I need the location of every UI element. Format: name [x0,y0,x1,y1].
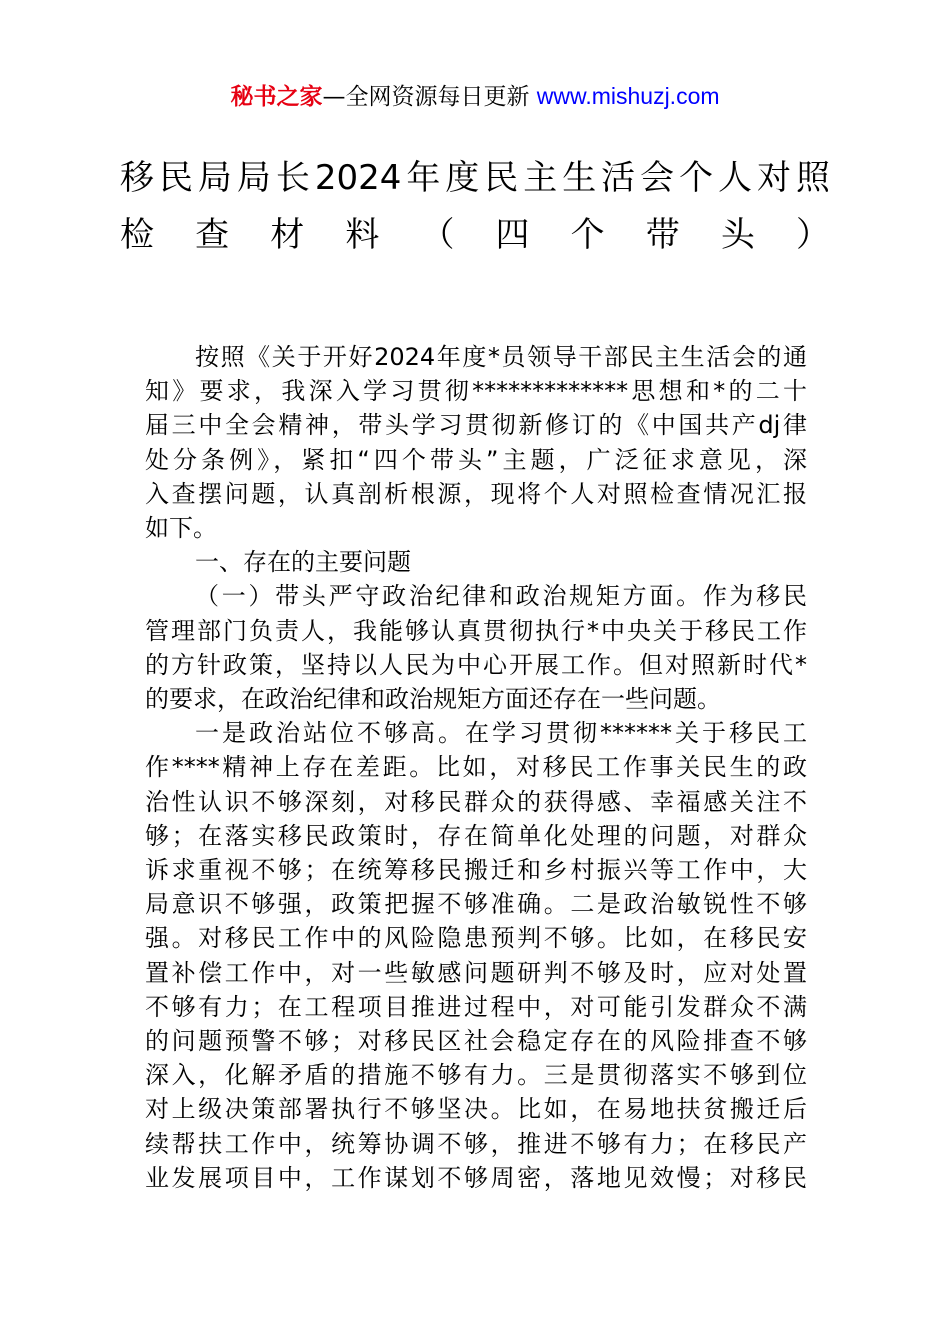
brand-name: 秘书之家 [230,84,323,110]
paragraph-line: 按照《关于开好2024年度*员领导干部民主生活会的通 [195,343,807,371]
paragraph-line: （一）带头严守政治纪律和政治规矩方面。作为移民 [195,582,807,611]
site-url-link[interactable]: www.mishuzj.com [536,83,720,109]
paragraph-line: 的要求，在政治纪律和政治规矩方面还存在一些问题。 [145,685,721,714]
paragraph-line: 局意识不够强，政策把握不够准确。二是政治敏锐性不够 [145,890,807,919]
section-heading: 一、存在的主要问题 [195,548,411,577]
paragraph-line: 置补偿工作中，对一些敏感问题研判不够及时，应对处置 [145,958,807,987]
brand-tagline: —全网资源每日更新 [322,84,537,110]
title-line: 检查材料（四个带头） [120,215,830,255]
site-watermark-header [0,80,950,113]
paragraph-line: 处分条例》，紧扣“四个带头”主题，广泛征求意见，深 [145,445,807,474]
title-line: 移民局局长2024年度民主生活会个人对照 [120,158,830,198]
paragraph-line: 届三中全会精神，带头学习贯彻新修订的《中国共产dj律 [145,411,807,440]
paragraph-line: 深入，化解矛盾的措施不够有力。三是贯彻落实不够到位 [145,1061,807,1090]
paragraph-line: 续帮扶工作中，统筹协调不够，推进不够有力；在移民产 [145,1129,807,1158]
paragraph-line: 够；在落实移民政策时，存在简单化处理的问题，对群众 [145,821,807,850]
paragraph-line: 管理部门负责人，我能够认真贯彻执行*中央关于移民工作 [145,616,807,645]
paragraph-line: 对上级决策部署执行不够坚决。比如，在易地扶贫搬迁后 [145,1095,807,1124]
document-body [145,340,807,1195]
paragraph-line: 强。对移民工作中的风险隐患预判不够。比如，在移民安 [145,924,807,953]
document-title [120,150,830,264]
paragraph-line: 的方针政策，坚持以人民为中心开展工作。但对照新时代* [145,650,807,679]
paragraph-line: 一是政治站位不够高。在学习贯彻******关于移民工 [195,719,807,748]
paragraph-line: 入查摆问题，认真剖析根源，现将个人对照检查情况汇报 [145,479,807,508]
paragraph-line: 知》要求，我深入学习贯彻*************思想和*的二十 [145,377,807,406]
paragraph-line: 业发展项目中，工作谋划不够周密，落地见效慢；对移民 [145,1163,807,1192]
paragraph-line: 不够有力；在工程项目推进过程中，对可能引发群众不满 [145,992,807,1021]
paragraph-line: 的问题预警不够；对移民区社会稳定存在的风险排查不够 [145,1027,807,1056]
paragraph-line: 治性认识不够深刻，对移民群众的获得感、幸福感关注不 [145,787,807,816]
paragraph-line: 作****精神上存在差距。比如，对移民工作事关民生的政 [145,753,807,782]
paragraph-line: 如下。 [145,514,217,543]
paragraph-line: 诉求重视不够；在统筹移民搬迁和乡村振兴等工作中，大 [145,856,807,885]
